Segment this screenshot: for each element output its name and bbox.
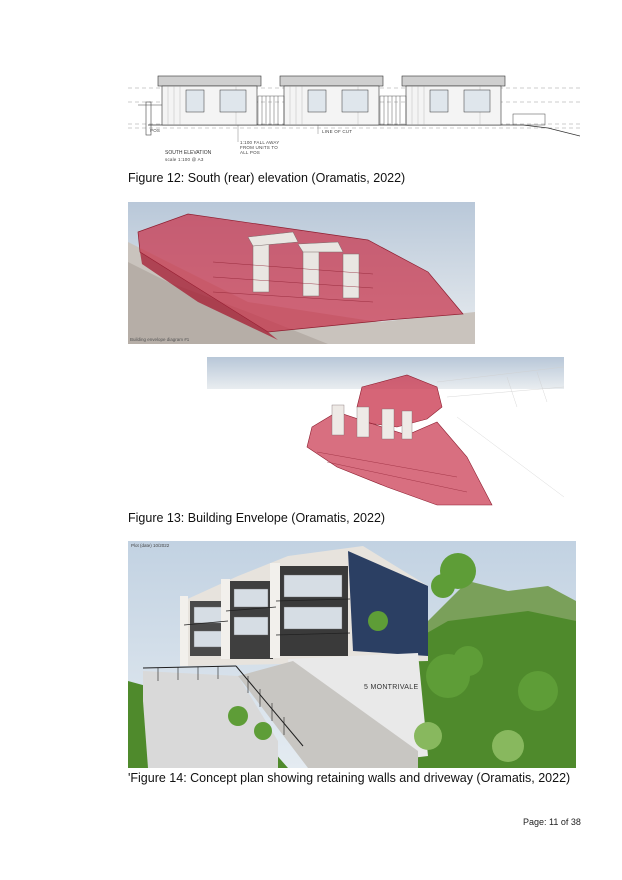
- envelope-diagram-1: [128, 202, 475, 344]
- elevation-scale: scale 1:100 @ A3: [165, 157, 204, 162]
- figure-13-caption: Figure 13: Building Envelope (Oramatis, 2022): [128, 511, 386, 525]
- envelope-diagram-label: Building envelope diagram #1: [130, 337, 190, 342]
- page-number: Page: 11 of 38: [523, 817, 581, 827]
- figure-12-caption: Figure 12: South (rear) elevation (Oramatis, 2022): [128, 171, 406, 185]
- render-corner-label: Plot (date) 10/2022: [131, 543, 170, 548]
- elevation-callout-cut: LINE OF CUT: [322, 129, 353, 134]
- elevation-title: SOUTH ELEVATION: [165, 150, 212, 156]
- elevation-callout-pos: POS: [150, 128, 161, 133]
- concept-render: [128, 541, 576, 768]
- render-sign-text: 5 MONTRIVALE: [364, 684, 419, 691]
- elevation-callout-fall: 1:100 FALL AWAY FROM UNITS TO ALL POS: [240, 140, 280, 155]
- figure-14-caption: 'Figure 14: Concept plan showing retaining walls and driveway (Oramatis, 2022): [128, 771, 571, 785]
- envelope-diagram-2: [207, 357, 564, 507]
